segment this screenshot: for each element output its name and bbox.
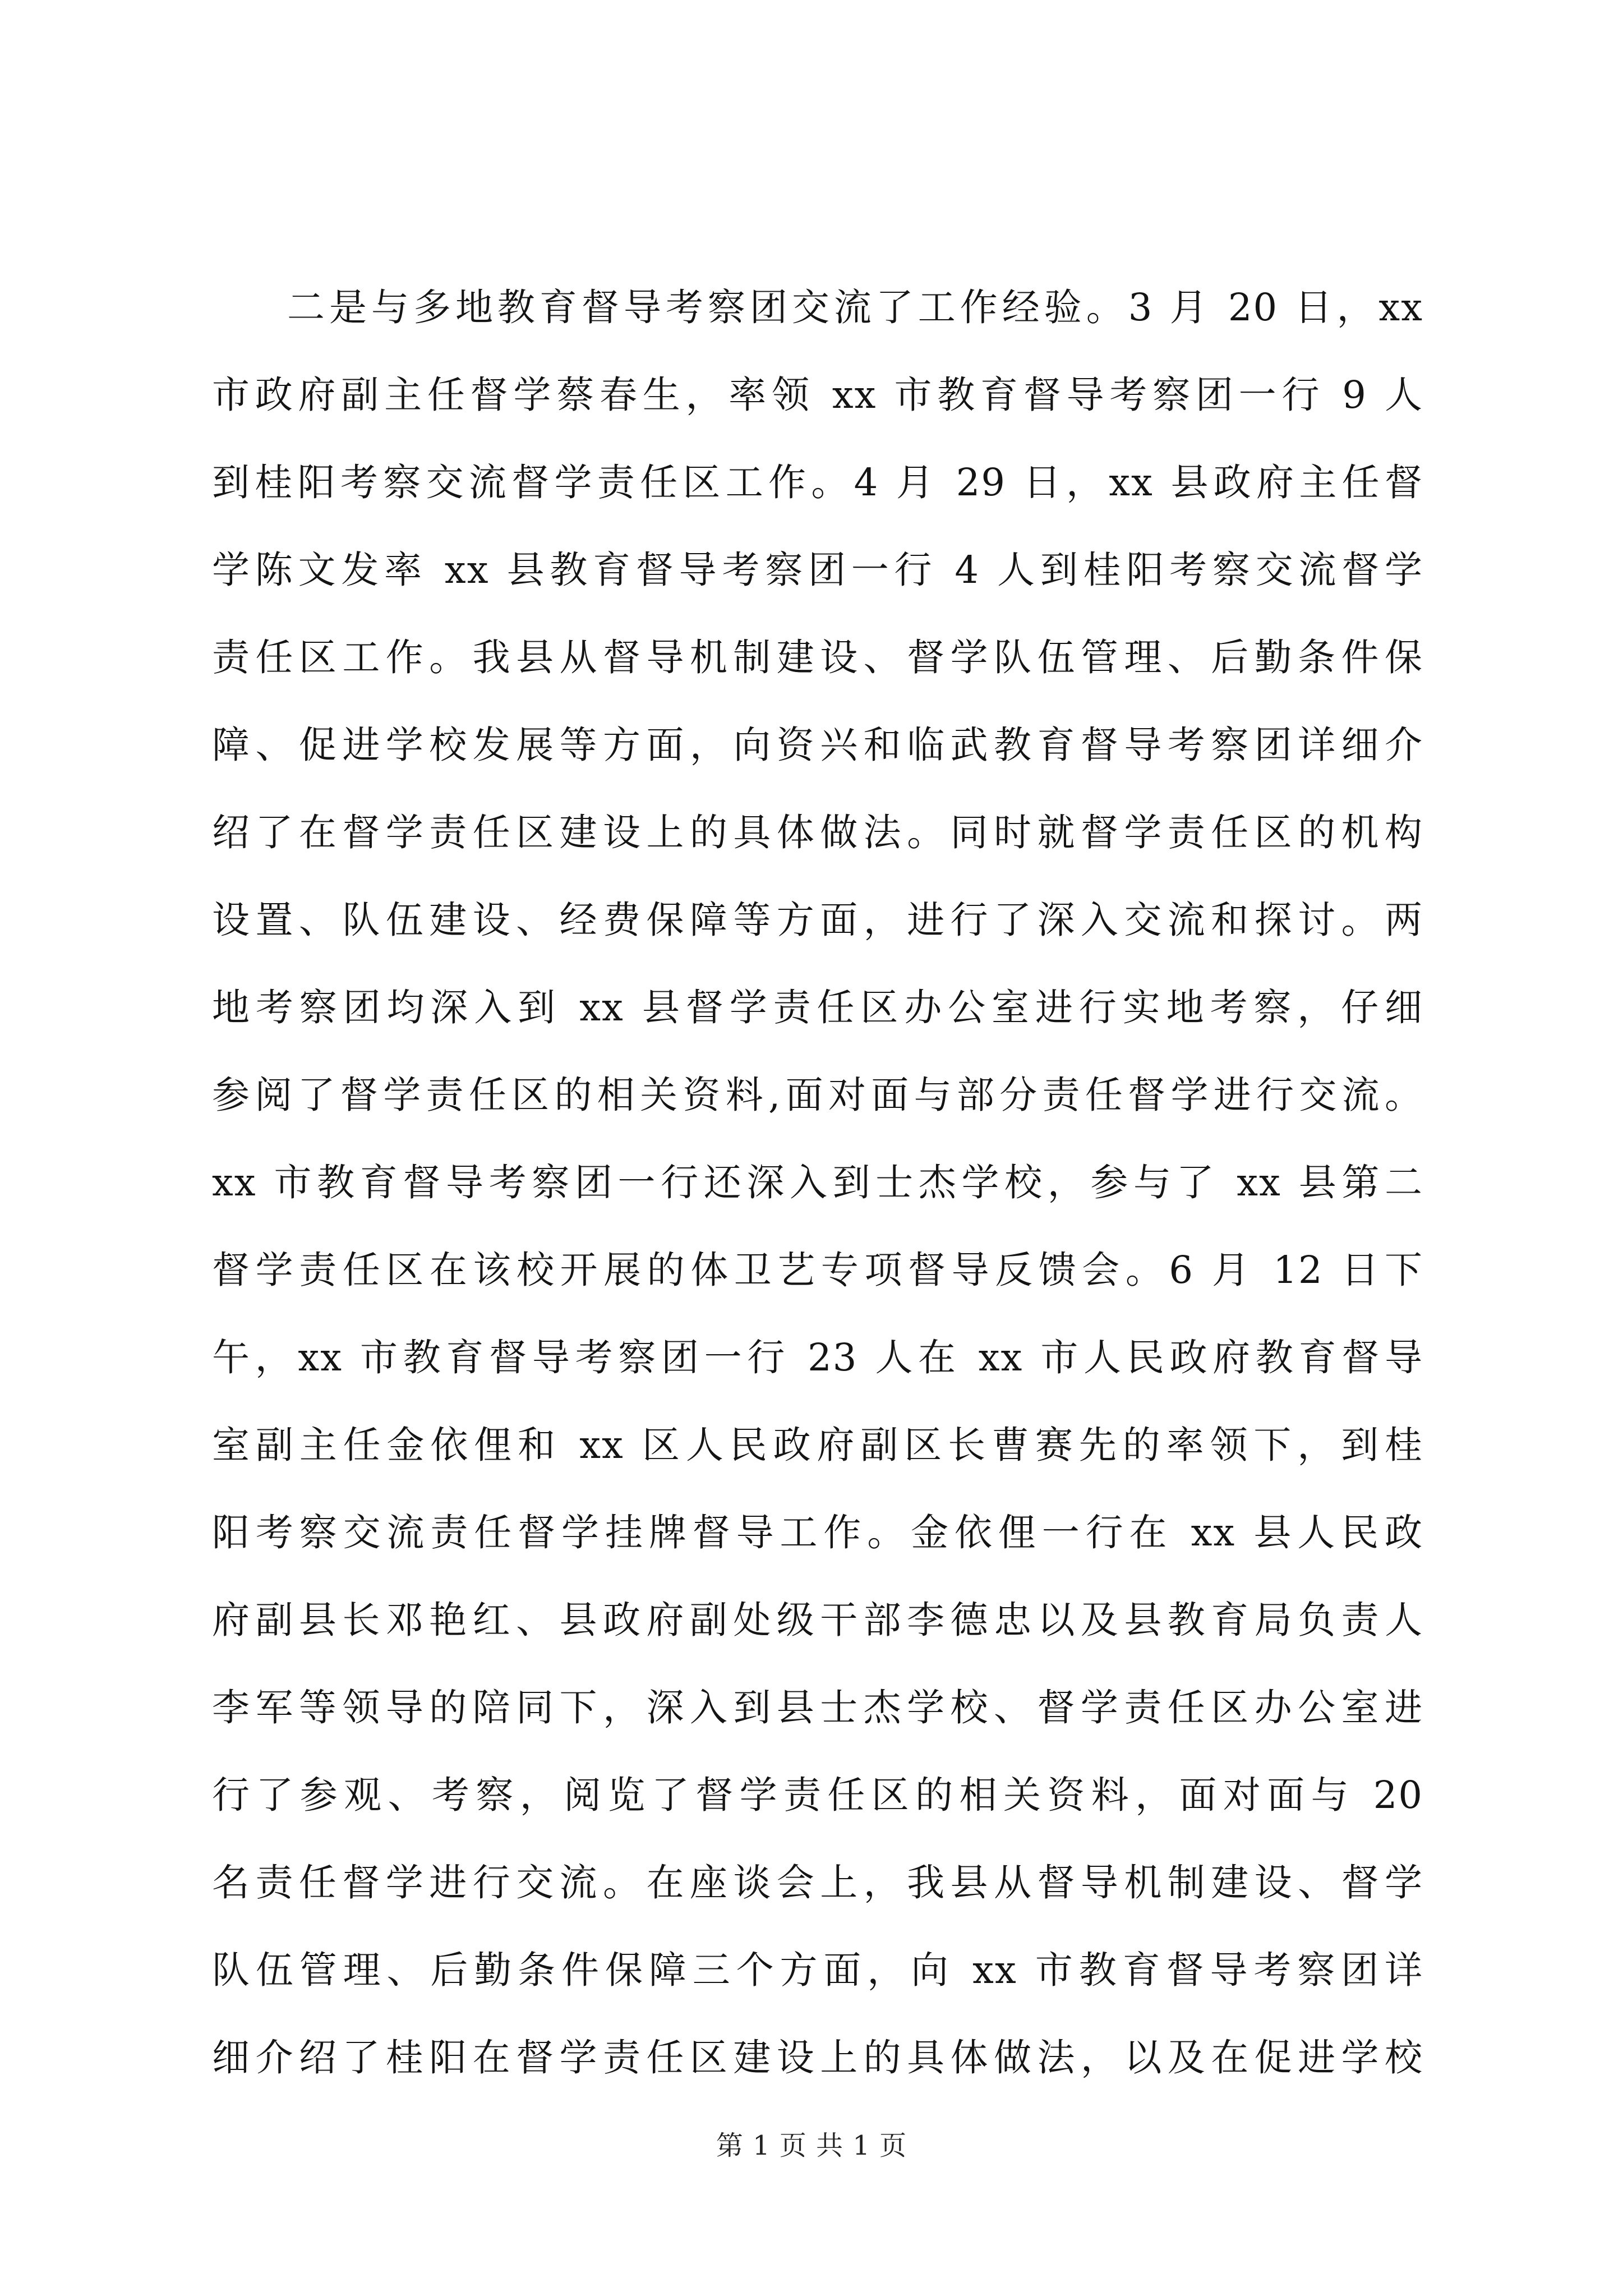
paragraph-line: xx 市教育督导考察团一行还深入到士杰学校，参与了 xx 县第二 <box>212 1161 1423 1204</box>
paragraph-line: 午，xx 市教育督导考察团一行 23 人在 xx 市人民政府教育督导 <box>212 1336 1423 1379</box>
paragraph-line: 设置、队伍建设、经费保障等方面，进行了深入交流和探讨。两 <box>212 898 1423 942</box>
paragraph-line: 督学责任区在该校开展的体卫艺专项督导反馈会。6 月 12 日下 <box>212 1248 1423 1292</box>
paragraph-line: 队伍管理、后勤条件保障三个方面，向 xx 市教育督导考察团详 <box>212 1948 1423 1992</box>
paragraph-line: 参阅了督学责任区的相关资料,面对面与部分责任督学进行交流。 <box>212 1073 1423 1117</box>
paragraph-line: 室副主任金依俚和 xx 区人民政府副区长曹赛先的率领下，到桂 <box>212 1423 1423 1467</box>
paragraph-line: 学陈文发率 xx 县教育督导考察团一行 4 人到桂阳考察交流督学 <box>212 548 1423 592</box>
paragraph-line: 细介绍了桂阳在督学责任区建设上的具体做法，以及在促进学校 <box>212 2036 1423 2079</box>
page-number-footer: 第 1 页 共 1 页 <box>716 2130 907 2161</box>
paragraph-line: 到桂阳考察交流督学责任区工作。4 月 29 日，xx 县政府主任督 <box>212 461 1423 504</box>
paragraph-line: 绍了在督学责任区建设上的具体做法。同时就督学责任区的机构 <box>212 811 1423 854</box>
paragraph-line: 名责任督学进行交流。在座谈会上，我县从督导机制建设、督学 <box>212 1861 1423 1904</box>
paragraph-line: 府副县长邓艳红、县政府副处级干部李德忠以及县教育局负责人 <box>212 1598 1423 1642</box>
paragraph-line: 障、促进学校发展等方面，向资兴和临武教育督导考察团详细介 <box>212 723 1423 767</box>
body-paragraph <box>212 264 1423 2101</box>
paragraph-line: 阳考察交流责任督学挂牌督导工作。金依俚一行在 xx 县人民政 <box>212 1511 1423 1554</box>
paragraph-line: 二是与多地教育督导考察团交流了工作经验。3 月 20 日，xx <box>287 286 1423 329</box>
paragraph-line: 行了参观、考察，阅览了督学责任区的相关资料，面对面与 20 <box>212 1773 1423 1817</box>
paragraph-line: 李军等领导的陪同下，深入到县士杰学校、督学责任区办公室进 <box>212 1686 1423 1729</box>
paragraph-line: 市政府副主任督学蔡春生，率领 xx 市教育督导考察团一行 9 人 <box>212 373 1423 417</box>
paragraph-line: 地考察团均深入到 xx 县督学责任区办公室进行实地考察，仔细 <box>212 986 1423 1029</box>
paragraph-line: 责任区工作。我县从督导机制建设、督学队伍管理、后勤条件保 <box>212 636 1423 679</box>
